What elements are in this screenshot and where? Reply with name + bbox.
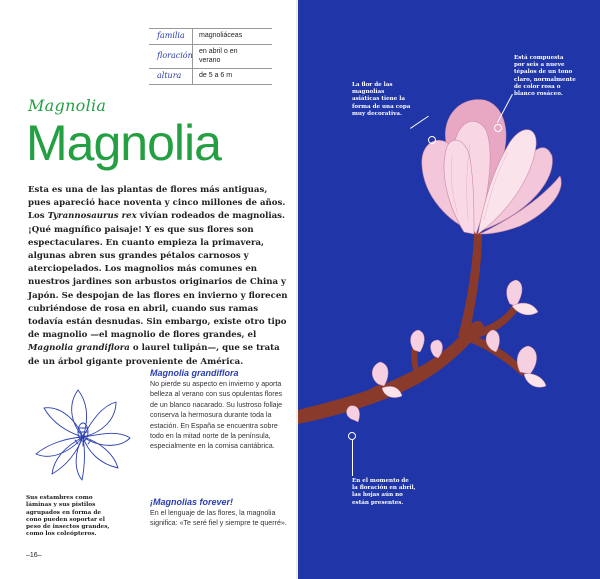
annotation-dot-2 xyxy=(494,124,502,132)
magnolia-flower-line-drawing xyxy=(30,382,136,482)
body-text-3: o laurel tulipán—, que se trata de un árbol gigante proveniente de América. xyxy=(28,343,280,367)
forever-heading-post: ! xyxy=(230,497,234,507)
annotation-dot-1 xyxy=(428,136,436,144)
bud-1b xyxy=(524,374,546,388)
fact-key: familia xyxy=(149,29,193,44)
forever-box xyxy=(150,497,290,529)
facts-table xyxy=(149,28,272,85)
forever-heading-italic: forever xyxy=(199,497,231,507)
stamen-caption: Sus estambres como láminas y sus pistilos agrupados en forma de cono pueden soportar el peso de insectos grandes, como los coleópteros. xyxy=(26,495,110,538)
fact-row-floracion xyxy=(149,45,272,69)
fact-value: de 5 a 6 m xyxy=(199,71,233,79)
page-number: –16– xyxy=(26,552,42,559)
annotation-tepals: Está compuesta por seis a nueve tépalos de un tono claro, normalmente de color rosa o blanco rosáceo. xyxy=(514,55,576,98)
bud-1 xyxy=(517,346,536,374)
forever-text: En el lenguaje de las flores, la magnolia significa: «Te seré fiel y siempre te querré». xyxy=(150,509,287,528)
fact-key: floración xyxy=(149,45,193,68)
fact-key: altura xyxy=(149,69,193,84)
leader-line-3 xyxy=(352,440,353,476)
forever-heading-pre: ¡Magnolias xyxy=(150,497,200,507)
fact-row-altura xyxy=(149,69,272,85)
bud-4 xyxy=(372,362,388,386)
bud-6 xyxy=(347,406,360,422)
main-branch xyxy=(298,321,484,424)
forever-heading xyxy=(150,497,290,507)
page-title: Magnolia xyxy=(26,115,221,171)
fact-value: en abril o en verano xyxy=(199,48,238,64)
grandiflora-heading: Magnolia grandiflora xyxy=(150,368,239,378)
fact-row-familia xyxy=(149,29,272,45)
body-paragraph xyxy=(28,184,290,369)
body-text-1: Esta es una de las plantas de flores más antiguas, pues apareció hace noventa y cinco millones de años. Los xyxy=(28,185,286,222)
body-text-italic-1: Tyrannosaurus rex xyxy=(47,211,137,222)
page-subtitle: Magnolia xyxy=(28,96,107,115)
bud-2b xyxy=(512,303,538,315)
annotation-cup-shape: La flor de las magnolias asiáticas tiene la forma de una copa muy decorativa. xyxy=(352,82,411,117)
fact-value: magnoliáceas xyxy=(199,32,243,39)
body-text-2: vivían rodeados de magnolias. ¡Qué magnífico paisaje! Y es que sus flores son espectaculares. En cuanto empieza la primavera, algunas abren sus grandes pétalos carnosos y aterciopelados. Los magnolios más comunes en nuestros jardines son arbustos originarios de China y Japón. Se despojan de las flores en invierno y florecen cubriéndose de rosa en abril, cuando sus ramas todavía están desnudas. Sin embargo, existe otro tipo de magnolio —el magnolio de flores grandes, el xyxy=(28,211,288,341)
body-text-italic-2: Magnolia grandiflora xyxy=(28,343,130,354)
grandiflora-text: No pierde su aspecto en invierno y aporta belleza al verano con sus opulentas flores de un blanco nacarado. Su lustroso follaje conserva la hermosura durante toda la estación. En España se encuentra sobre todo en la mitad norte de la península, especialmente en la cornisa cantábrica. xyxy=(150,380,283,451)
annotation-no-leaves: En el momento de la floración en abril, las hojas aún no están presentes. xyxy=(352,478,416,506)
bud-2 xyxy=(507,280,522,306)
left-page xyxy=(0,0,298,579)
grandiflora-box xyxy=(150,368,290,452)
right-page xyxy=(298,0,600,579)
annotation-dot-3 xyxy=(348,432,356,440)
main-flower xyxy=(422,100,561,234)
